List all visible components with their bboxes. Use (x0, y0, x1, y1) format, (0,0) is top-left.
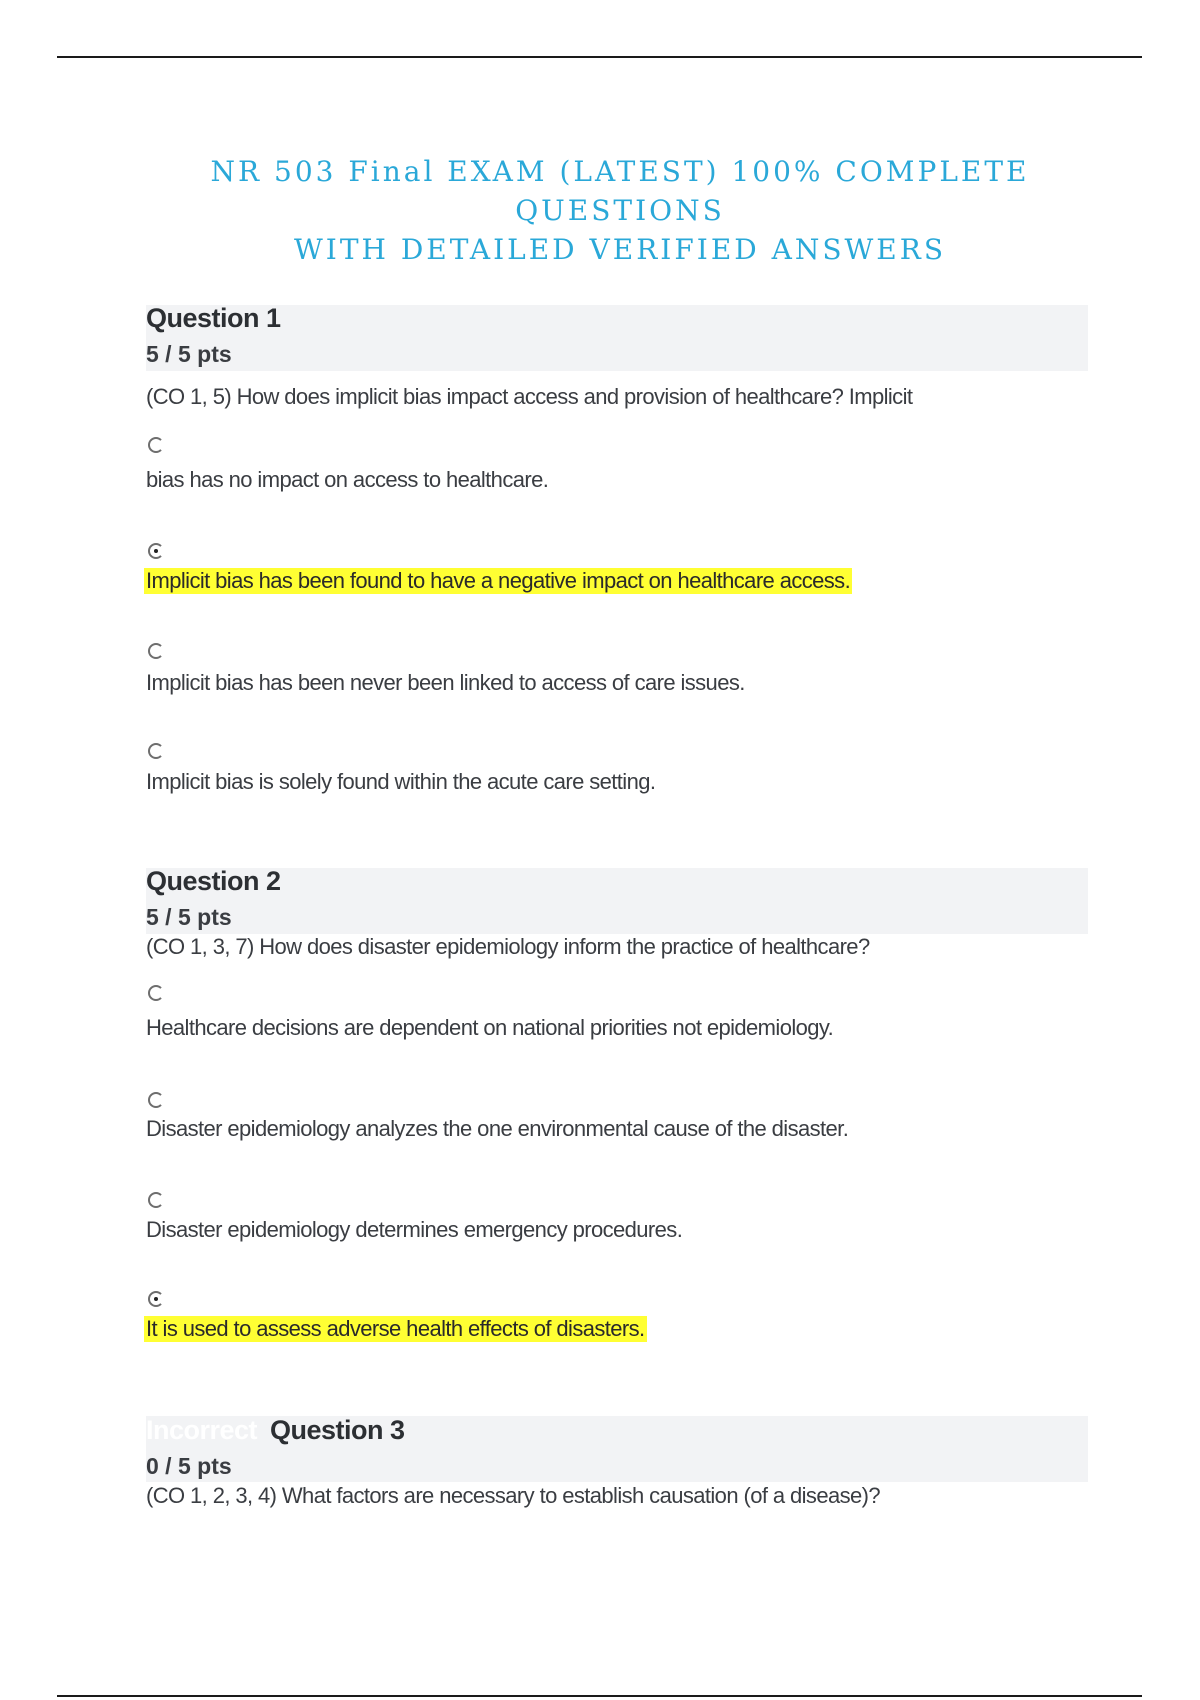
question-1-option-1-radio[interactable] (148, 437, 164, 453)
question-1-prompt: (CO 1, 5) How does implicit bias impact access and provision of healthcare? Implicit (146, 384, 913, 409)
question-1-option-4-label: Implicit bias is solely found within the acute care setting. (146, 769, 656, 794)
question-2-option-1-radio[interactable] (148, 985, 164, 1001)
question-1-header (146, 305, 1088, 371)
question-3-title: Question 3 (270, 1415, 405, 1445)
question-2-header (146, 868, 1088, 934)
question-1-option-3-radio[interactable] (148, 643, 164, 659)
question-1-title: Question 1 (146, 303, 281, 333)
question-3-points: 0 / 5 pts (146, 1453, 232, 1479)
question-2-option-1-label: Healthcare decisions are dependent on national priorities not epidemiology. (146, 1015, 834, 1040)
question-2-option-3-radio[interactable] (148, 1192, 164, 1208)
question-1-option-4-radio[interactable] (148, 743, 164, 759)
title-line-2: WITH DETAILED VERIFIED ANSWERS (294, 233, 946, 266)
incorrect-status-tag: Incorrect (146, 1415, 258, 1445)
question-2-title: Question 2 (146, 866, 281, 896)
question-2-option-3-label: Disaster epidemiology determines emergency procedures. (146, 1217, 683, 1242)
question-1-points: 5 / 5 pts (146, 341, 232, 367)
question-2-option-2-radio[interactable] (148, 1092, 164, 1108)
question-2-option-4-radio[interactable] (148, 1291, 164, 1307)
title-line-1: NR 503 Final EXAM (LATEST) 100% COMPLETE QUESTIONS (210, 155, 1030, 227)
question-1-option-1-label: bias has no impact on access to healthcare. (146, 467, 549, 492)
question-1-option-3-label: Implicit bias has been never been linked to access of care issues. (146, 670, 745, 695)
bottom-rule (57, 1695, 1142, 1697)
question-2-option-2-label: Disaster epidemiology analyzes the one environmental cause of the disaster. (146, 1116, 849, 1141)
question-2-option-4-label: It is used to assess adverse health effects of disasters. (146, 1316, 645, 1341)
question-1-option-2-label: Implicit bias has been found to have a negative impact on healthcare access. (146, 568, 851, 593)
question-1-option-2-radio[interactable] (148, 543, 164, 559)
question-3-prompt: (CO 1, 2, 3, 4) What factors are necessary to establish causation (of a disease)? (146, 1483, 880, 1508)
question-2-points: 5 / 5 pts (146, 904, 232, 930)
question-2-prompt: (CO 1, 3, 7) How does disaster epidemiology inform the practice of healthcare? (146, 934, 870, 959)
